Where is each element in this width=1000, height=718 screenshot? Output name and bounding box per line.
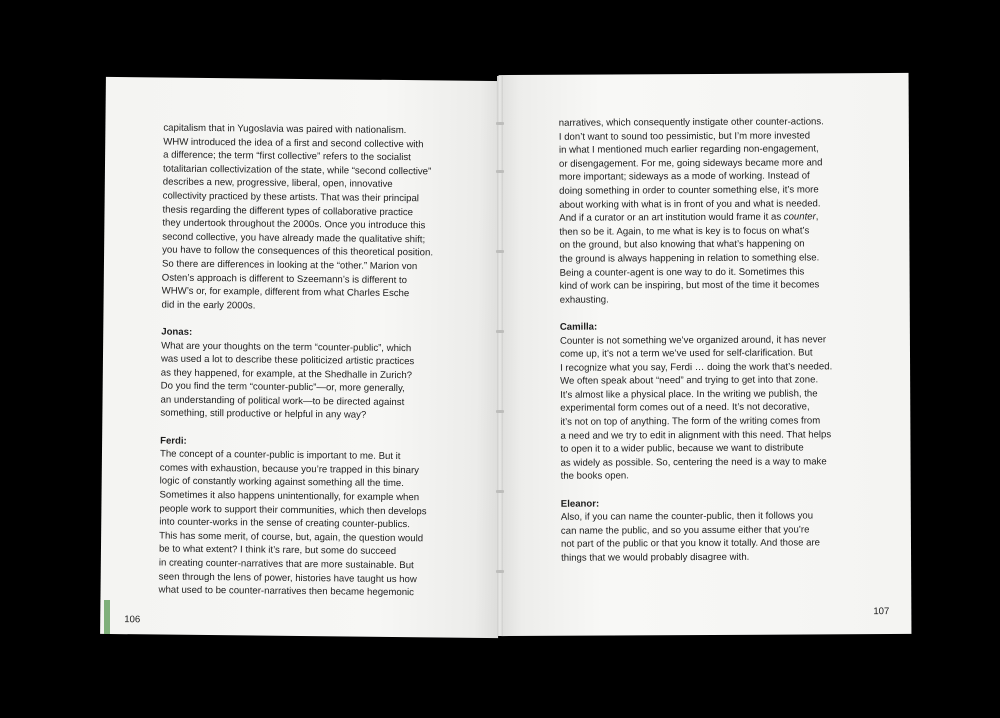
book-gutter: [497, 76, 503, 636]
ferdi-answer: [158, 448, 430, 600]
text-line: then so be it. Again, to me what is key is to focus on what’s: [559, 225, 810, 238]
speaker-eleanor: Eleanor:: [560, 498, 600, 510]
text-line: a difference; the term “first collective” refers to the socialist: [163, 149, 411, 164]
text-line: not part of the public or that you know it totally. And those are: [560, 537, 821, 551]
text-line: collectivity practiced by these artists. That was their principal: [162, 190, 420, 205]
text-line: I don’t want to sound too pessimistic, but I’m more invested: [558, 130, 811, 143]
text-line: We often speak about “need” and trying to get into that zone.: [560, 374, 819, 388]
text-line: more important; sideways as a mode of working. Instead of: [559, 170, 810, 184]
text-line: experimental form comes out of a need. It’s not decorative,: [560, 401, 810, 415]
italic-word: counter: [783, 211, 816, 223]
text-line: I recognize what you say, Ferdi … doing the work that’s needed.: [560, 361, 833, 374]
jonas-question: [160, 339, 432, 423]
text-line: Also, if you can name the counter-public, then it follows you: [560, 510, 814, 523]
text-line: And if a curator or an art institution would frame it as counter,: [559, 211, 819, 224]
text-line: was used a lot to describe these politicized artistic practices: [160, 353, 415, 368]
text-line: doing something in order to counter something else, it’s more: [559, 184, 819, 197]
text-line: what used to be counter-narratives then became hegemonic: [158, 584, 415, 599]
speaker-jonas: Jonas:: [161, 326, 193, 338]
text-line: people work to support their communities, which then develops: [159, 503, 427, 517]
page-number-left: 106: [124, 614, 141, 626]
text-line: Sometimes it also happens unintentionally, for example when: [159, 489, 420, 504]
binding-stitch: [496, 410, 504, 413]
text-line: Being a counter-agent is one way to do it. Sometimes this: [559, 266, 805, 279]
text-line: about working with what is in front of you and what is needed.: [559, 197, 821, 211]
text-line: So there are differences in looking at the “other.” Marion von: [161, 258, 418, 273]
text-line: in what I mentioned much earlier regarding non-engagement,: [558, 143, 819, 156]
text-line: seen through the lens of power, histories have taught us how: [158, 571, 417, 585]
text-line: did in the early 2000s.: [161, 299, 256, 312]
text-line: come up, it’s not a term we’ve used for self-clarification. But: [559, 347, 813, 360]
binding-stitch: [496, 330, 504, 333]
binding-stitch: [496, 250, 504, 253]
text-line: something, still productive or helpful in any way?: [160, 407, 367, 422]
speaker-ferdi: Ferdi:: [160, 435, 187, 447]
text-line: comes with exhaustion, because you’re trapped in this binary: [159, 462, 420, 477]
right-page-text: [559, 115, 834, 565]
page-number-right: 107: [873, 606, 890, 618]
text-line: totalitarian collectivization of the state, while “second collective”: [162, 163, 432, 178]
right-paragraph-1: [559, 115, 832, 307]
binding-stitch: [496, 570, 504, 573]
page-edge-tab: [104, 600, 110, 634]
text-line: the books open.: [560, 470, 629, 483]
text-line: Do you find the term “counter-public”—or, more generally,: [160, 380, 405, 395]
text-line: it’s not on top of anything. The form of the writing comes from: [560, 415, 821, 428]
text-line: WHW’s or, for example, different from what Charles Esche: [161, 285, 410, 300]
text-line: What are your thoughts on the term “counter-public”, which: [161, 340, 412, 354]
speaker-camilla: Camilla:: [559, 321, 598, 333]
text-line: It’s almost like a physical place. In the writing we publish, the: [560, 388, 818, 401]
text-line: logic of constantly working against something all the time.: [159, 475, 404, 490]
text-line: be to what extent? I think it’s rare, but some do succeed: [158, 543, 397, 558]
text-line: This has some merit, of course, but, again, the question would: [159, 530, 424, 545]
text-line: second collective, you have already made the qualitative shift;: [162, 231, 426, 246]
text-line: or disengagement. For me, going sideways became more and: [558, 157, 823, 170]
text-line: exhausting.: [559, 294, 609, 306]
text-line: Counter is not something we’ve organized around, it has never: [559, 333, 827, 347]
eleanor-answer: [561, 510, 833, 566]
text-line: on the ground, but also knowing that what’s happening on: [559, 238, 805, 252]
text-line: you have to follow the consequences of this theoretical position.: [162, 244, 434, 259]
text-line: an understanding of political work—to be directed against: [160, 394, 405, 408]
text-line: Osten’s approach is different to Szeemann’s is different to: [161, 272, 408, 286]
text-line: as widely as possible. So, centering the need is a way to make: [560, 456, 827, 469]
text-line: a need and we try to edit in alignment with this need. That helps: [560, 428, 832, 442]
right-page: [499, 73, 912, 636]
left-paragraph-1: [161, 122, 434, 315]
text-line: The concept of a counter-public is important to me. But it: [159, 448, 401, 463]
text-line: as they happened, for example, at the Shedhalle in Zurich?: [160, 367, 413, 381]
text-line: thesis regarding the different types of collaborative practice: [162, 204, 414, 218]
left-page-text: [158, 122, 434, 601]
text-line: can name the public, and so you assume either that you’re: [560, 524, 810, 537]
text-line: to open it to a wider public, because we want to distribute: [560, 442, 804, 456]
text-line: describes a new, progressive, liberal, open, innovative: [162, 176, 393, 191]
text-line: kind of work can be inspiring, but most of the time it becomes: [559, 279, 820, 292]
text-line: in creating counter-narratives that are more sustainable. But: [158, 557, 414, 572]
text-line: things that we would probably disagree with.: [561, 551, 750, 564]
camilla-answer: [560, 333, 833, 484]
binding-stitch: [496, 170, 504, 173]
text-line: capitalism that in Yugoslavia was paired with nationalism.: [163, 122, 407, 137]
text-line: WHW introduced the idea of a first and second collective with: [163, 136, 424, 150]
text-line: the ground is always happening in relation to something else.: [559, 252, 820, 265]
binding-stitch: [496, 122, 504, 125]
text-line: into counter-works in the sense of creating counter-publics.: [159, 516, 410, 531]
text-line: they undertook throughout the 2000s. Once you introduce this: [162, 217, 426, 232]
binding-stitch: [496, 490, 504, 493]
text-line: narratives, which consequently instigate other counter-actions.: [558, 116, 824, 129]
left-page: [100, 77, 504, 638]
